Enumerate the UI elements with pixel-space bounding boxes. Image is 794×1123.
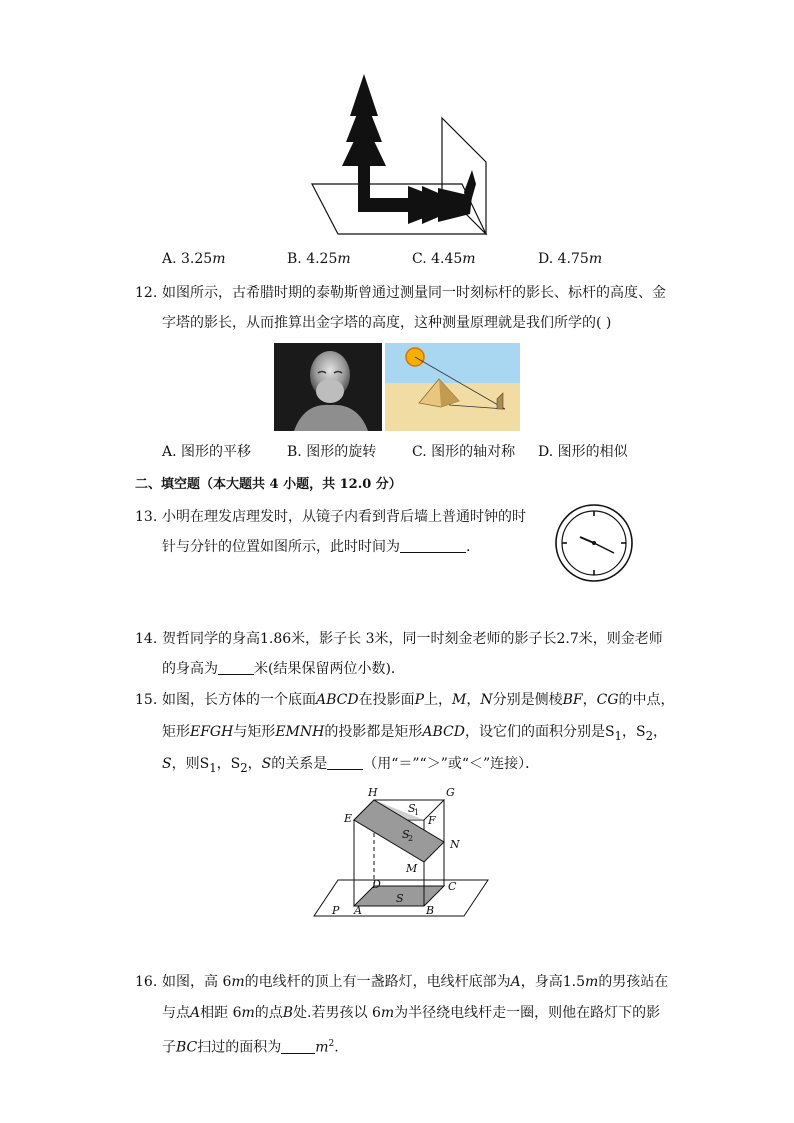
q12-line1: 如图所示，古希腊时期的泰勒斯曾通过测量同一时刻标杆的影长、标杆的高度、金 <box>162 285 666 301</box>
label-s1-top-sub: 1 <box>414 808 420 817</box>
label-s2-sub: 2 <box>408 834 414 843</box>
q16-line2: 与点A相距 6m的点B处.若男孩以 6m为半径绕电线杆走一圈，则他在路灯下的影 <box>162 1005 661 1021</box>
label-c: C <box>448 880 457 893</box>
q11-tree-shadow-figure <box>308 74 492 236</box>
q16-line1: 如图，高 6m的电线杆的顶上有一盏路灯，电线杆底部为A，身高1.5m的男孩站在 <box>162 974 669 990</box>
q13-line2: 针与分针的位置如图所示，此时时间为 . <box>162 539 471 555</box>
q15-number: 15. <box>135 692 158 708</box>
q16-number: 16. <box>135 974 158 990</box>
label-f: F <box>428 814 436 827</box>
q12-option-d: D. 图形的相似 <box>538 444 628 460</box>
label-n: N <box>450 838 460 851</box>
q12-line2: 字塔的影长，从而推算出金字塔的高度，这种测量原理就是我们所学的( ) <box>162 315 612 331</box>
cuboid-projection-figure <box>310 782 492 922</box>
label-s-base: S <box>396 892 404 905</box>
label-b: B <box>426 904 435 917</box>
q15-line3: S，则$S_1$，$S_2$，S的关系是 （用“＝”“＞”或“＜”连接）． <box>162 756 540 775</box>
label-e: E <box>344 812 353 825</box>
q12-option-a: A. 图形的平移 <box>162 444 252 460</box>
q13-answer-blank[interactable] <box>400 538 466 553</box>
label-p: P <box>332 904 340 917</box>
label-d: D <box>372 878 381 891</box>
label-h: H <box>368 786 378 799</box>
label-g: G <box>446 786 455 799</box>
q15-line2: 矩形EFGH与矩形EMNH的投影都是矩形ABCD，设它们的面积分别是$S_1$，$S_2$， <box>162 724 667 743</box>
q13-number: 13. <box>135 509 158 525</box>
label-a: A <box>354 904 362 917</box>
label-m: M <box>406 862 418 875</box>
q13-line1: 小明在理发店理发时，从镜子内看到背后墙上普通时钟的时 <box>162 509 526 525</box>
q16-answer-blank[interactable] <box>281 1039 315 1054</box>
section-title: 二、填空题（本大题共 4 小题，共 12.0 分） <box>135 477 402 492</box>
q11-option-a: A. 3.25m <box>162 251 226 267</box>
tree-shadow-icon <box>358 170 476 224</box>
q11-option-b: B. 4.25m <box>287 251 351 267</box>
q15-answer-blank[interactable] <box>327 755 363 770</box>
q11-option-c: C. 4.45m <box>412 251 476 267</box>
q12-option-b: B. 图形的旋转 <box>287 444 377 460</box>
pyramid-shadow-image <box>385 343 520 431</box>
q15-line1: 如图，长方体的一个底面ABCD在投影面P上，M，N分别是侧棱BF，CG的中点， <box>162 692 675 708</box>
q14-line1: 贺哲同学的身高1.86米，影子长 3米，同一时刻金老师的影子长2.7米，则金老师 <box>162 631 663 647</box>
tree-icon <box>342 74 386 210</box>
q16-line3: 子BC扫过的面积为 $m^2$. <box>162 1039 339 1056</box>
q14-line2: 的身高为 米(结果保留两位小数)． <box>162 661 405 677</box>
q12-number: 12. <box>135 285 158 301</box>
q14-number: 14. <box>135 631 158 647</box>
label-s2: S <box>402 828 410 841</box>
label-s1-top: S <box>408 802 416 815</box>
q12-option-c: C. 图形的轴对称 <box>412 444 516 460</box>
q11-option-d: D. 4.75m <box>538 251 603 267</box>
q14-answer-blank[interactable] <box>218 660 254 675</box>
thales-bust-image <box>274 343 382 431</box>
clock-icon <box>554 503 634 583</box>
rect-emnh <box>354 800 444 862</box>
